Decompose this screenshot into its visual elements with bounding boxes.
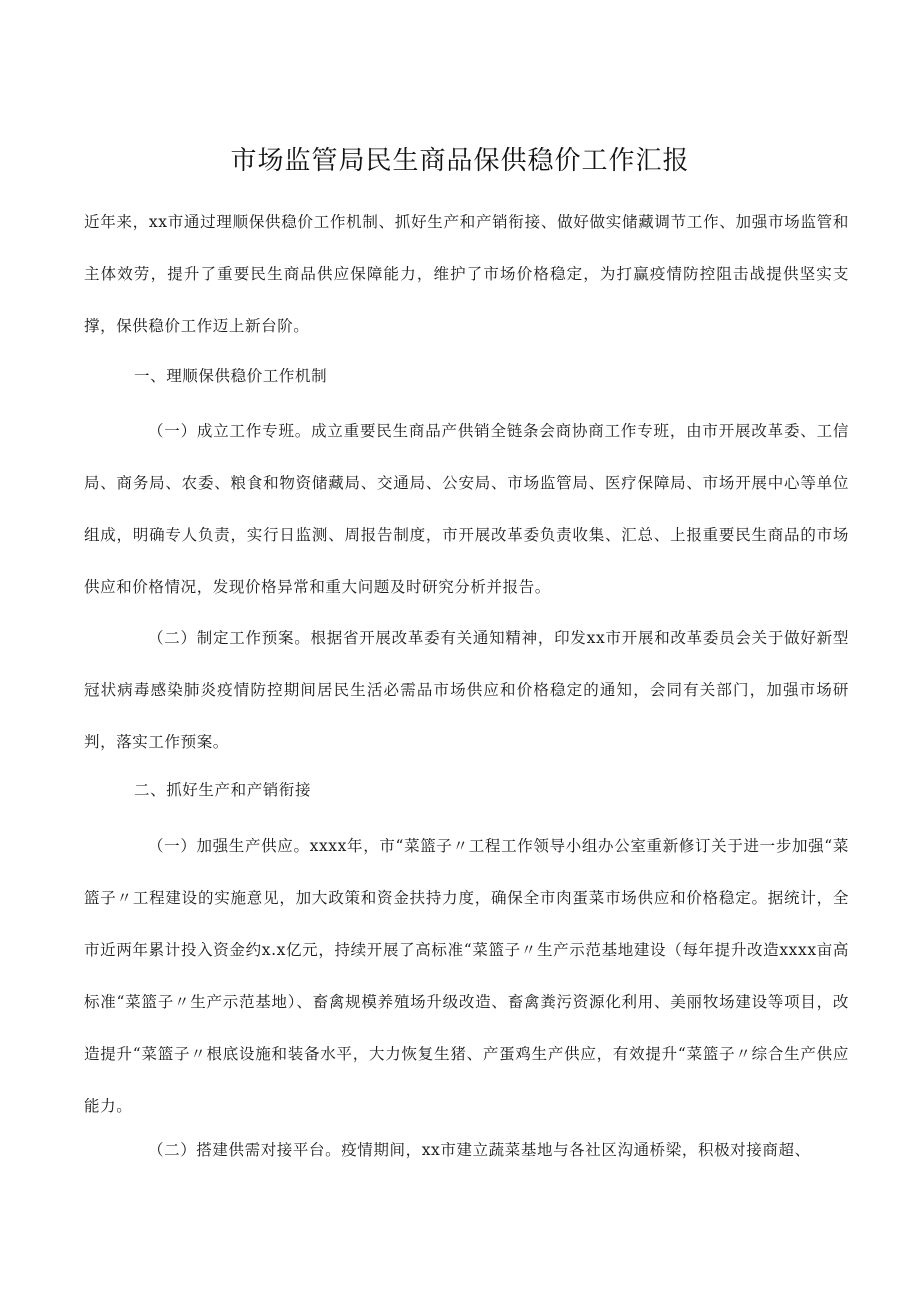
- section1-paragraph-1: （一）成立工作专班。成立重要民生商品产供销全链条会商协商工作专班，由市开展改革委、工信局、商务局、农委、粮食和物资储藏局、交通局、公安局、市场监管局、医疗保障局、市场开展中心等单位组成，明确专人负责，实行日监测、周报告制度，市开展改革委负责收集、汇总、上报重要民生商品的市场供应和价格情况，发现价格异常和重大问题及时研究分析并报告。: [84, 422, 849, 596]
- intro-paragraph: 近年来，xx市通过理顺保供稳价工作机制、抓好生产和产销衔接、做好做实储藏调节工作、加强市场监管和主体效劳，提升了重要民生商品供应保障能力，维护了市场价格稳定，为打赢疫情防控阻击战提供坚实支撑，保供稳价工作迈上新台阶。: [84, 213, 849, 335]
- section2-paragraph-1: （一）加强生产供应。xxxx年，市“菜篮子〃工程工作领导小组办公室重新修订关于进一步加强“菜篮子〃工程建设的实施意见，加大政策和资金扶持力度，确保全市肉蛋菜市场供应和价格稳定。据统计，全市近两年累计投入资金约x.x亿元，持续开展了高标准“菜篮子〃生产示范基地建设（每年提升改造xxxx亩高标准“菜篮子〃生产示范基地）、畜禽规模养殖场升级改造、畜禽粪污资源化利用、美丽牧场建设等项目，改造提升“菜篮子〃根底设施和装备水平，大力恢复生猪、产蛋鸡生产供应，有效提升“菜篮子〃综合生产供应能力。: [84, 837, 849, 1115]
- section2-paragraph-2: （二）搭建供需对接平台。疫情期间，xx市建立蔬菜基地与各社区沟通桥梁，积极对接商超、: [148, 1141, 811, 1159]
- section2-heading: 二、抓好生产和产销衔接: [134, 781, 312, 799]
- section1-paragraph-2: （二）制定工作预案。根据省开展改革委有关通知精神，印发xx市开展和改革委员会关于做好新型冠状病毒感染肺炎疫情防控期间居民生活必需品市场供应和价格稳定的通知，会同有关部门，加强市场研判，落实工作预案。: [84, 629, 849, 751]
- document-title: 市场监管局民生商品保供稳价工作汇报: [230, 146, 690, 176]
- section1-heading: 一、理顺保供稳价工作机制: [134, 367, 328, 385]
